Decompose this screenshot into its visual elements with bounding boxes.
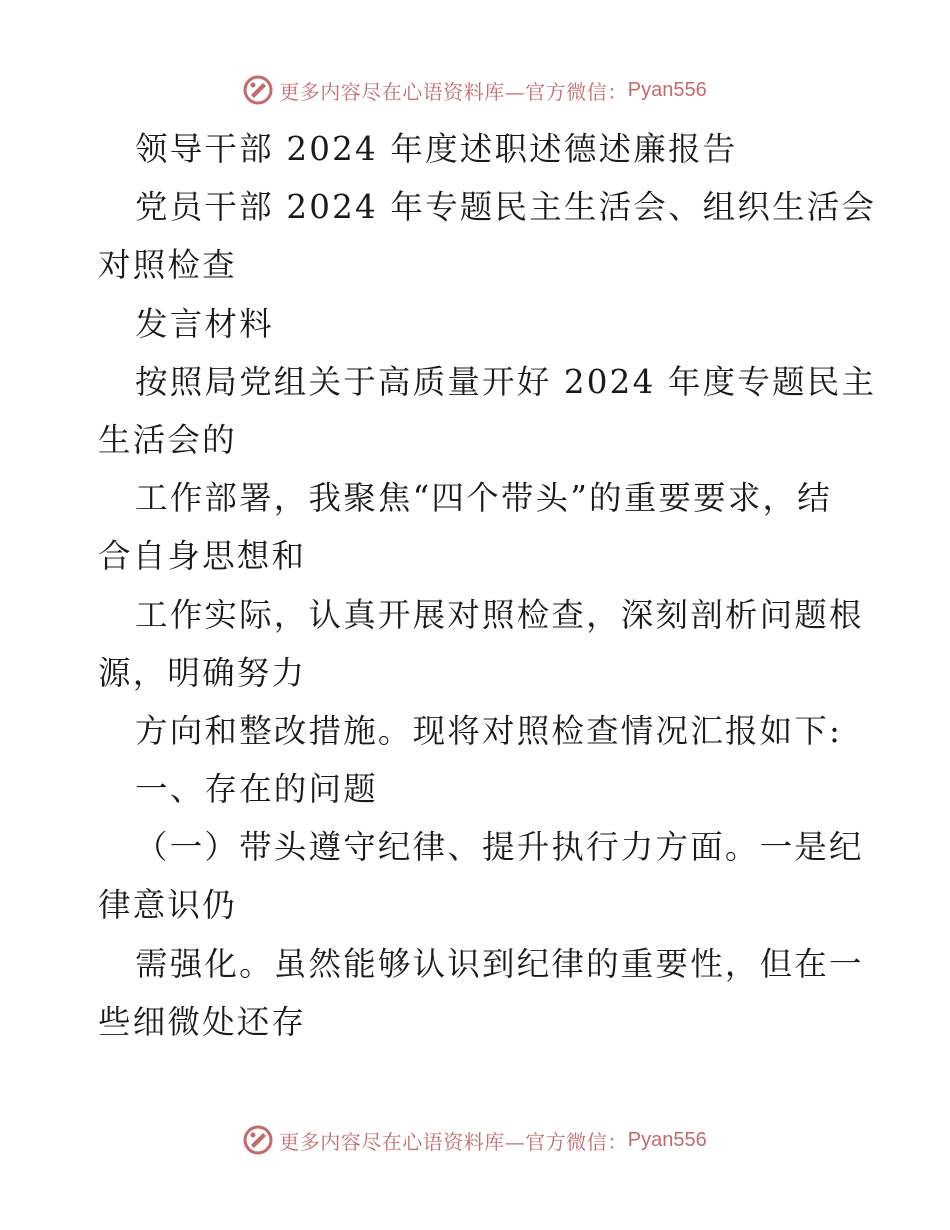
document-body — [98, 120, 877, 1051]
header-watermark — [0, 72, 950, 108]
text-line: 按照局党组关于高质量开好 2024 年度专题民主 — [135, 362, 877, 401]
logo-seal-icon — [243, 1125, 273, 1155]
watermark-text: 更多内容尽在心语资料库—官方微信： — [279, 79, 628, 104]
text-line: 党员干部 2024 年专题民主生活会、组织生活会 — [135, 188, 877, 227]
text-line: 需强化。虽然能够认识到纪律的重要性，但在一 — [135, 944, 864, 983]
text-line: 律意识仍 — [98, 886, 237, 925]
footer-watermark — [0, 1122, 950, 1158]
text-line: 源，明确努力 — [98, 653, 307, 692]
logo-seal-icon — [243, 75, 273, 105]
text-line: 方向和整改措施。现将对照检查情况汇报如下: — [135, 711, 843, 750]
text-line: 对照检查 — [98, 246, 237, 285]
text-line: 生活会的 — [98, 420, 237, 459]
text-line: 合自身思想和 — [98, 537, 307, 576]
watermark-text: 更多内容尽在心语资料库—官方微信： — [279, 1129, 628, 1154]
text-line: 些细微处还存 — [98, 1002, 307, 1041]
watermark-wechat-id: Pyan556 — [627, 78, 707, 101]
text-line: 工作部署，我聚焦“四个带头”的重要要求，结 — [135, 479, 832, 518]
text-line: 发言材料 — [135, 304, 274, 343]
text-line: 工作实际，认真开展对照检查，深刻剖析问题根 — [135, 595, 864, 634]
watermark-wechat-id: Pyan556 — [627, 1128, 707, 1151]
text-line: （一）带头遵守纪律、提升执行力方面。一是纪 — [135, 828, 864, 867]
text-line: 领导干部 2024 年度述职述德述廉报告 — [135, 130, 738, 168]
text-line: 一、存在的问题 — [135, 770, 378, 809]
